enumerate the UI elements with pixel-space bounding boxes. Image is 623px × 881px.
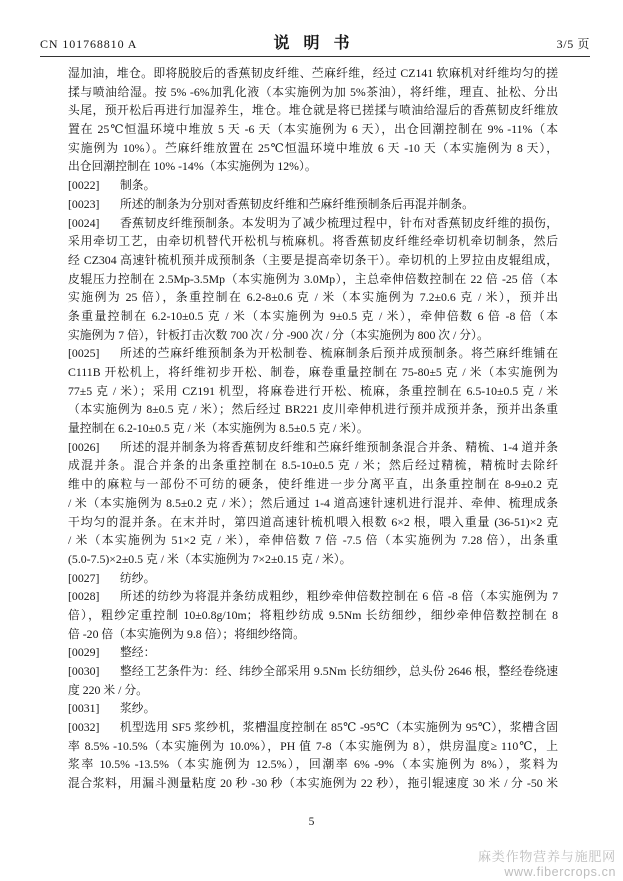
text-line: （本实施例为 8±0.5 克 / 米）；然后经过 BR221 皮川牵伸机进行预并成预并条，预并出条重 xyxy=(68,402,558,417)
text-line: 干均匀的混并条。在末并时，第四道高速针梳机喂入根数 6×2 根，喂入重量 (36-51)×2 克 xyxy=(68,514,558,529)
paragraph-number: [0026] xyxy=(68,439,100,454)
paragraph xyxy=(68,699,558,718)
text-line: 浆纱。 xyxy=(120,701,156,716)
text-line: C111B 开松机上，将纤维初步开松、制卷，麻卷重量控制在 75-80±5 克 / 米（本实施例为 xyxy=(68,365,558,379)
paragraph xyxy=(68,195,558,214)
paragraph-number: [0027] xyxy=(68,570,100,585)
paragraph-number: [0024] xyxy=(68,215,100,230)
text-line: / 米（本实施例为 51×2 克 / 米），牵伸倍数 7 倍 -7.5 倍（本实施例为 7.28 倍），出条重 xyxy=(68,533,558,548)
document-title: 说 明 书 xyxy=(273,35,355,52)
text-line: 所述的纺纱为将混并条纺成粗纱，粗纱牵伸倍数控制在 6 倍 -8 倍（本实施例为 7 xyxy=(120,589,558,604)
paragraph-first-line xyxy=(68,569,558,588)
text-line: 成混并条。混合并条的出条重控制在 8.5-10±0.5 克 / 米；然后经过精梳，精梳时去除纤 xyxy=(68,458,558,473)
text-line: 整经工艺条件为：经、纬纱全部采用 9.5Nm 长纺细纱，总头份 2646 根，整经卷绕速 xyxy=(120,664,558,678)
paragraph-number: [0030] xyxy=(68,664,100,678)
watermark-url: www.fibercrops.cn xyxy=(504,865,616,879)
text-line: 浆率 10.5% -13.5%（本实施例为 12.5%），回潮率 6% -9%（本实施例为 8%），浆料为 xyxy=(68,757,558,772)
text-line: 采用牵切工艺，由牵切机替代开松机与梳麻机。将香蕉韧皮纤维经牵切机牵切制条，然后 xyxy=(68,234,558,249)
paragraph-number: [0028] xyxy=(68,589,100,604)
paragraph-number: [0031] xyxy=(68,701,100,716)
page-number: 5 xyxy=(308,816,315,828)
page-indicator: 3/5 页 xyxy=(556,37,590,51)
text-line: 经 CZ304 高速针梳机预并成预制条（主要是提高牵切条干）。牵切机的上罗拉由皮辊组成， xyxy=(68,252,558,267)
description-body xyxy=(68,64,558,793)
text-line: / 米（本实施例为 8.5±0.2 克 / 米）；然后通过 1-4 道高速针速机进行混并、牵伸、梳理成条 xyxy=(68,495,558,510)
text-line: 率 8.5% -10.5%（本实施例为 10.0%），PH 值 7-8（本实施例为 8），烘房温度≥ 110℃，上 xyxy=(68,738,558,753)
text-line: 所述的制条为分别对香蕉韧皮纤维和苎麻纤维预制条后再混并制条。 xyxy=(120,196,474,211)
text-line: 出仓回潮控制在 10% -14%（本实施例为 12%）。 xyxy=(68,159,317,174)
text-line: (5.0-7.5)×2±0.5 克 / 米（本实施例为 7×2±0.15 克 / 米）。 xyxy=(68,551,352,566)
text-line: 皮辊压力控制在 2.5Mp-3.5Mp（本实施例为 3.0Mp），主总牵伸倍数控制在 22 倍 -25 倍（本 xyxy=(68,271,558,286)
text-line: 实施例为 7 倍），针板打击次数 700 次 / 分 -900 次 / 分（本实施例为 800 次 / 分）。 xyxy=(68,327,489,342)
text-line: 倍），粗纱定重控制 10±0.8g/10m；将粗纱纺成 9.5Nm 长纺细纱，细纱牵伸倍数控制在 8 xyxy=(68,607,558,622)
paragraph-first-line xyxy=(68,195,558,214)
paragraph-number: [0029] xyxy=(68,645,100,660)
text-line: 实施例为 25 倍），条重控制在 6.2-8±0.6 克 / 米（本实施例为 7.2±0.6 克 / 米），预并出 xyxy=(68,290,558,305)
text-line: 度 220 米 / 分。 xyxy=(68,682,148,697)
paragraph-first-line xyxy=(68,438,558,457)
text-line: 香蕉韧皮纤维预制条。本发明为了减少梳理过程中，针布对香蕉韧皮纤维的损伤， xyxy=(120,215,558,230)
text-line: 湿加油，堆仓。即将脱胶后的香蕉韧皮纤维、苎麻纤维，经过 CZ141 软麻机对纤维均匀的搓 xyxy=(68,66,558,80)
header-rule xyxy=(40,56,590,57)
paragraph-first-line xyxy=(68,699,558,718)
paragraph xyxy=(68,214,558,345)
paragraph-first-line xyxy=(68,662,558,681)
text-line: 机型选用 SF5 浆纱机，浆槽温度控制在 85℃ -95℃（本实施例为 95℃），浆槽含固 xyxy=(120,720,558,735)
text-line: 所述的混并制条为将香蕉韧皮纤维和苎麻纤维预制条混合并条、精梳、1-4 道并条 xyxy=(120,439,558,454)
paragraph xyxy=(68,344,558,437)
paragraph-first-line xyxy=(68,718,558,737)
text-line: 混合浆料，用漏斗测量粘度 20 秒 -30 秒（本实施例为 22 秒），拖引辊速度 30 米 / 分 -50 米 xyxy=(68,776,558,791)
paragraph-first-line xyxy=(68,176,558,195)
paragraph-first-line xyxy=(68,344,558,363)
paragraph xyxy=(68,438,558,569)
text-line: 倍 -20 倍（本实施例为 9.8 倍）；将细纱络筒。 xyxy=(68,626,305,641)
text-line: 头尾，预开松后再进行加湿养生，堆仓。堆仓就是将已搓揉与喷油给湿后的香蕉韧皮纤维放 xyxy=(68,103,558,118)
paragraph xyxy=(68,176,558,195)
text-line: 量控制在 6.2-10±0.5 克 / 米（本实施例为 8.5±0.5 克 / 米）。 xyxy=(68,421,369,436)
paragraph-first-line xyxy=(68,214,558,233)
paragraph-number: [0022] xyxy=(68,178,100,193)
text-line: 揉与喷油给湿。按 5% -6%加乳化液（本实施例为加 5%茶油），将纤维，理直、扯松、分出 xyxy=(68,84,558,99)
text-line: 所述的苎麻纤维预制条为开松制卷、梳麻制条后预并成预制条。将苎麻纤维铺在 xyxy=(120,346,558,361)
text-line: 置在 25℃恒温环境中堆放 5 天 -6 天（本实施例为 6 天），出仓回潮控制在 9% -11%（本 xyxy=(68,122,558,137)
paragraph xyxy=(68,662,558,699)
paragraph-number: [0023] xyxy=(68,196,100,211)
text-line: 条重量控制在 6.2-10±0.5 克 / 米（本实施例为 9±0.5 克 / 米），牵伸倍数 6 倍 -8 倍（本 xyxy=(68,308,558,323)
text-line: 维中的麻粒与一部份不可纺的硬条，使纤维进一步分离平直，出条重控制在 8-9±0.2 克 xyxy=(68,477,558,492)
watermark-site-name: 麻类作物营养与施肥网 xyxy=(477,849,616,864)
watermark xyxy=(478,849,616,879)
paragraph xyxy=(68,643,558,662)
paragraph-number: [0032] xyxy=(68,720,100,735)
paragraph xyxy=(68,569,558,588)
text-line: 制条。 xyxy=(120,178,156,193)
text-line: 纺纱。 xyxy=(120,570,156,585)
paragraph-first-line xyxy=(68,643,558,662)
paragraph xyxy=(68,64,558,176)
paragraph xyxy=(68,718,558,793)
paragraph-number: [0025] xyxy=(68,346,100,361)
text-line: 实施例为 10%）。苎麻纤维放置在 25℃恒温环境中堆放 6 天 -10 天（本实施例为 8 天）， xyxy=(68,140,558,155)
text-line: 整经： xyxy=(120,645,156,660)
text-line: 77±5 克 / 米）；采用 CZ191 机型，将麻卷进行开松、梳麻，条重控制在 6.5-10±0.5 克 / 米 xyxy=(68,383,558,398)
paragraph xyxy=(68,587,558,643)
patent-number: CN 101768810 A xyxy=(40,37,138,51)
paragraph-first-line xyxy=(68,587,558,606)
